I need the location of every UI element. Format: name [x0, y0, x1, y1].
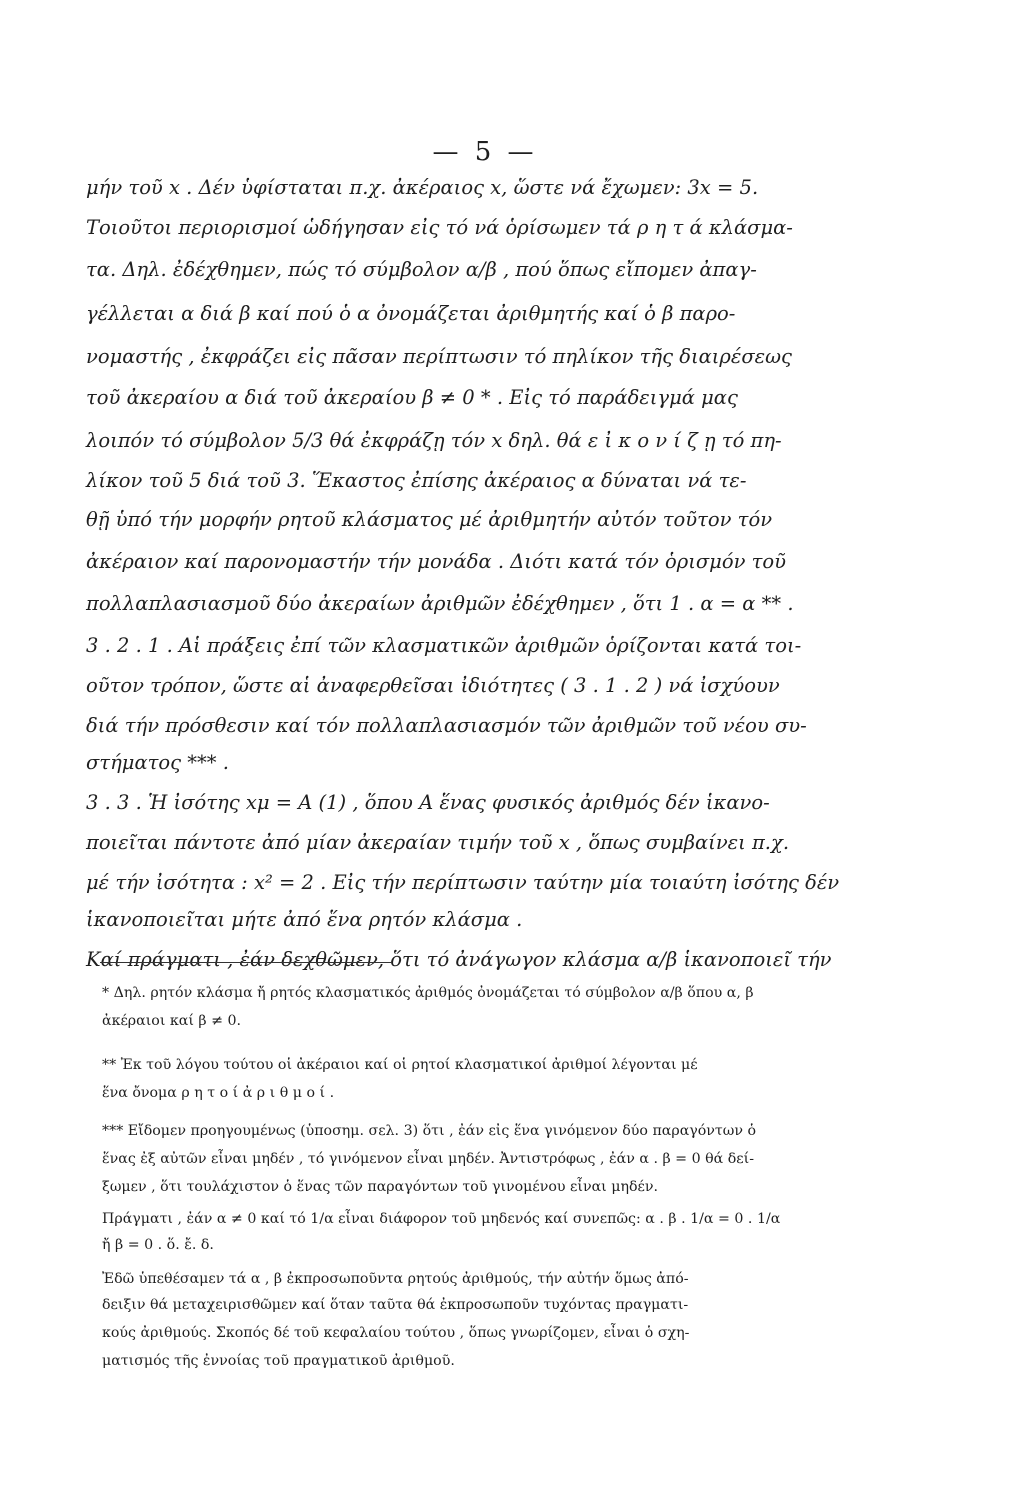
body-line: λοιπόν τό σύμβολον 5/3 θά ἐκφράζῃ τόν x δηλ. θά ε ἰ κ ο ν ί ζ ῃ τό πη-	[86, 429, 782, 452]
body-line: τοῦ ἀκεραίου α διά τοῦ ἀκεραίου β ≠ 0 * . Εἰς τό παράδειγμά μας	[86, 386, 738, 409]
body-line: διά τήν πρόσθεσιν καί τόν πολλαπλασιασμόν τῶν ἀριθμῶν τοῦ νέου συ-	[86, 714, 807, 737]
footnote-line: ἤ β = 0 . ὅ. ἔ. δ.	[102, 1237, 214, 1253]
footnote-line: Ἐδῶ ὑπεθέσαμεν τά α , β ἐκπροσωποῦντα ρητούς ἀριθμούς, τήν αὐτήν ὅμως ἀπό-	[102, 1271, 689, 1287]
footnote-line: * Δηλ. ρητόν κλάσμα ἤ ρητός κλασματικός ἀριθμός ὀνομάζεται τό σύμβολον α/β ὅπου α, β	[102, 985, 754, 1001]
body-line: ἀκέραιον καί παρονομαστήν τήν μονάδα . Διότι κατά τόν ὁρισμόν τοῦ	[86, 550, 787, 573]
body-line: πολλαπλασιασμοῦ δύο ἀκεραίων ἀριθμῶν ἐδέχθημεν , ὅτι 1 . α = α ** .	[86, 592, 794, 615]
body-line: γέλλεται α διά β καί πού ὁ α ὀνομάζεται ἀριθμητής καί ὁ β παρο-	[86, 302, 736, 325]
footnote-line: δειξιν θά μεταχειρισθῶμεν καί ὅταν ταῦτα θά ἐκπροσωποῦν τυχόντας πραγματι-	[102, 1297, 689, 1313]
body-line: ἱκανοποιεῖται μήτε ἀπό ἕνα ρητόν κλάσμα .	[86, 908, 523, 931]
footnote-line: ἕνα ὄνομα ρ η τ ο ί ἀ ρ ι θ μ ο ί .	[102, 1085, 335, 1101]
footnote-line: ** Ἐκ τοῦ λόγου τούτου οἱ ἀκέραιοι καί οἱ ρητοί κλασματικοί ἀριθμοί λέγονται μέ	[102, 1057, 698, 1073]
footnote-line: κούς ἀριθμούς. Σκοπός δέ τοῦ κεφαλαίου τούτου , ὅπως γνωρίζομεν, εἶναι ὁ σχη-	[102, 1325, 690, 1341]
footnote-line: ξωμεν , ὅτι τουλάχιστον ὁ ἕνας τῶν παραγόντων τοῦ γινομένου εἶναι μηδέν.	[102, 1179, 658, 1195]
body-line: ποιεῖται πάντοτε ἀπό μίαν ἀκεραίαν τιμήν τοῦ x , ὅπως συμβαίνει π.χ.	[86, 831, 790, 854]
footnote-line: ματισμός τῆς ἐννοίας τοῦ πραγματικοῦ ἀριθμοῦ.	[102, 1353, 455, 1369]
footnote-line: Πράγματι , ἐάν α ≠ 0 καί τό 1/α εἶναι διάφορον τοῦ μηδενός καί συνεπῶς: α . β . 1/α = 0 . 1/α	[102, 1211, 781, 1227]
body-line: 3 . 3 . Ἡ ἰσότης xμ = A (1) , ὅπου A ἕνας φυσικός ἀριθμός δέν ἱκανο-	[86, 791, 770, 814]
footnote-line: ἕνας ἐξ αὐτῶν εἶναι μηδέν , τό γινόμενον εἶναι μηδέν. Ἀντιστρόφως , ἐάν α . β = 0 θά δεί-	[102, 1151, 754, 1167]
footnote-line: ἀκέραιοι καί β ≠ 0.	[102, 1013, 242, 1029]
body-line: μέ τήν ἰσότητα : x² = 2 . Εἰς τήν περίπτωσιν ταύτην μία τοιαύτη ἰσότης δέν	[86, 871, 840, 894]
body-line: Τοιοῦτοι περιορισμοί ὡδήγησαν εἰς τό νά ὁρίσωμεν τά ρ η τ ά κλάσμα-	[86, 216, 793, 239]
body-line: οῦτον τρόπον, ὥστε αἱ ἀναφερθεῖσαι ἰδιότητες ( 3 . 1 . 2 ) νά ἰσχύουν	[86, 674, 780, 697]
footnote-line: *** Εἴδομεν προηγουμένως (ὑποσημ. σελ. 3) ὅτι , ἐάν εἰς ἕνα γινόμενον δύο παραγόντων ὁ	[102, 1123, 757, 1139]
body-line: θῇ ὑπό τήν μορφήν ρητοῦ κλάσματος μέ ἀριθμητήν αὐτόν τοῦτον τόν	[86, 508, 773, 531]
body-line: τα. Δηλ. ἐδέχθημεν, πώς τό σύμβολον α/β , πού ὅπως εἴπομεν ἀπαγ-	[86, 258, 757, 281]
body-line: στήματος *** .	[86, 751, 229, 774]
footnote-separator	[100, 962, 392, 963]
body-line: Καί πράγματι , ἐάν δεχθῶμεν, ὅτι τό ἀνάγωγον κλάσμα α/β ἱκανοποιεῖ τήν	[86, 948, 832, 971]
body-line: 3 . 2 . 1 . Αἱ πράξεις ἐπί τῶν κλασματικῶν ἀριθμῶν ὁρίζονται κατά τοι-	[86, 634, 802, 657]
body-line: μήν τοῦ x . Δέν ὑφίσταται π.χ. ἀκέραιος x, ὥστε νά ἔχωμεν: 3x = 5.	[86, 176, 759, 199]
body-line: νομαστής , ἐκφράζει εἰς πᾶσαν περίπτωσιν τό πηλίκον τῆς διαιρέσεως	[86, 345, 792, 368]
body-line: λίκον τοῦ 5 διά τοῦ 3. Ἕκαστος ἐπίσης ἀκέραιος α δύναται νά τε-	[86, 469, 747, 492]
page-number: — 5 —	[432, 137, 538, 167]
